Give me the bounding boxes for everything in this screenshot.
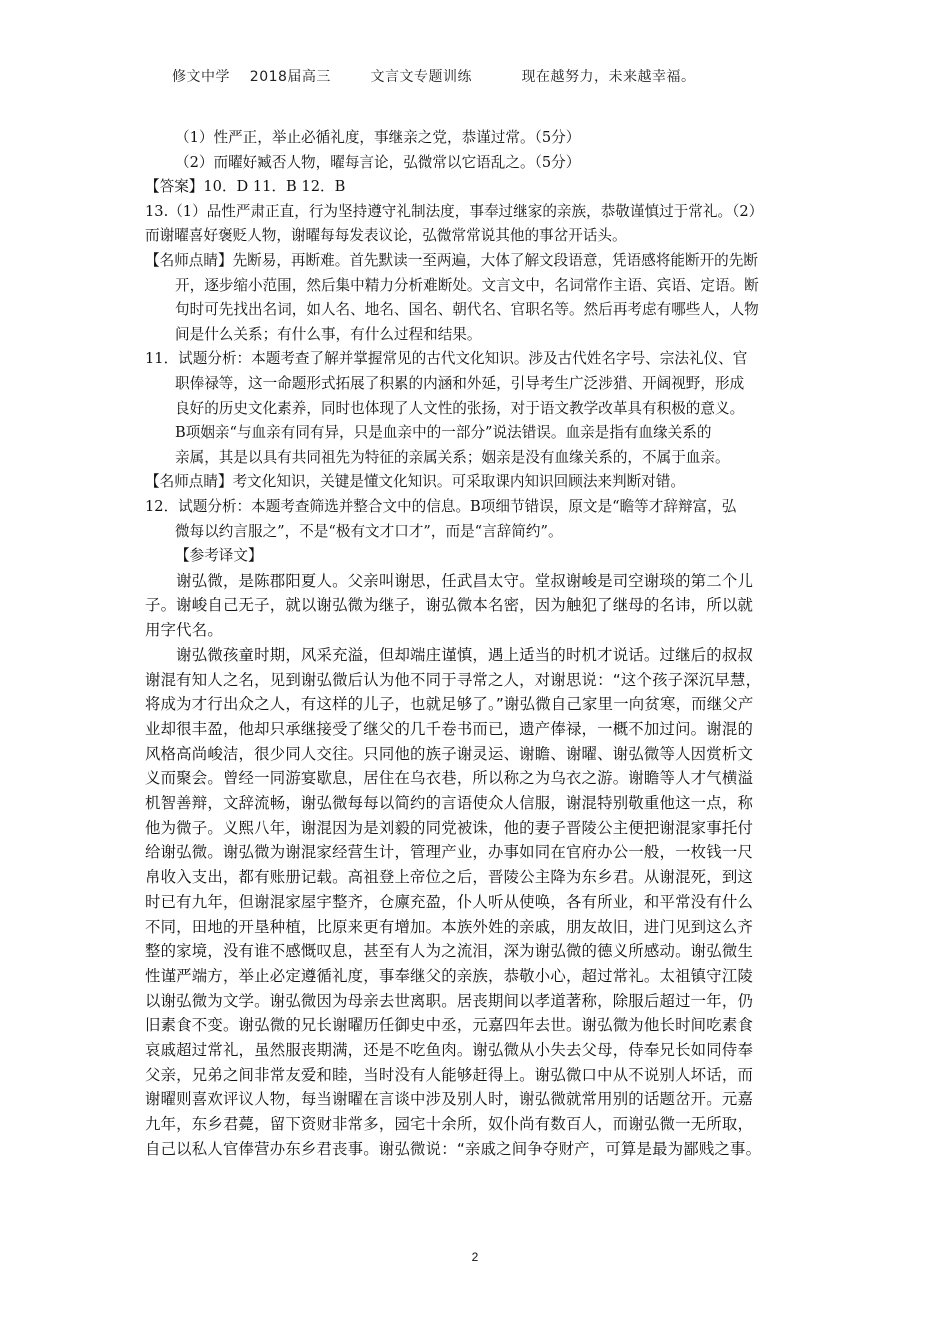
text-line: 间是什么关系；有什么事，有什么过程和结果。 xyxy=(175,325,482,343)
text-line: 微每以约言服之”，不是“极有文才口才”，而是“言辞简约”。 xyxy=(175,522,563,540)
text-line: 【名师点睛】先断易，再断难。首先默读一至两遍，大体了解文段语意，凭语感将能断开的先断 xyxy=(145,251,758,269)
text-line: 【名师点睛】考文化知识，关键是懂文化知识。可采取课内知识回顾法来判断对错。 xyxy=(145,473,685,491)
text-line: 良好的历史文化素养，同时也体现了人文性的张扬，对于语文教学改革具有积极的意义。 xyxy=(175,399,745,417)
translation-line: 九年，东乡君薨，留下资财非常多，园宅十余所，奴仆尚有数百人，而谢弘微一无所取， xyxy=(145,1115,754,1134)
text-line: 12．试题分析：本题考查筛选并整合文中的信息。B项细节错误，原文是“瞻等才辞辩富，弘 xyxy=(145,497,737,515)
text-line: 11．试题分析：本题考查了解并掌握常见的古代文化知识。涉及古代姓名字号、宗法礼仪、官 xyxy=(145,350,748,368)
translation-line: 给谢弘微。谢弘微为谢混家经营生计，管理产业，办事如同在官府办公一般，一枚钱一尺 xyxy=(145,843,754,862)
translation-line: 自己以私人官俸营办东乡君丧事。谢弘微说：“亲戚之间争夺财产，可算是最为鄙贱之事。 xyxy=(145,1139,762,1158)
translation-line: 风格高尚峻洁，很少同人交往。只同他的族子谢灵运、谢瞻、谢曜、谢弘微等人因赏析文 xyxy=(145,744,754,763)
text-line: 而谢曜喜好褒贬人物，谢曜每每发表议论，弘微常常说其他的事岔开话头。 xyxy=(145,227,627,245)
page-header: 修文中学 2018届高三 文言文专题训练 现在越努力，未来越幸福。 xyxy=(172,69,696,85)
translation-line: 子。谢峻自己无子，就以谢弘微为继子，谢弘微本名密，因为触犯了继母的名讳，所以就 xyxy=(145,596,754,615)
translation-line: 不同，田地的开垦种植，比原来更有增加。本族外姓的亲戚，朋友故旧，进门见到这么齐 xyxy=(145,917,754,936)
translation-line: 以谢弘微为文学。谢弘微因为母亲去世离职。居丧期间以孝道著称，除服后超过一年，仍 xyxy=(145,991,754,1010)
translation-line: 时已有九年，但谢混家屋宇整齐，仓廪充盈，仆人听从使唤，各有所业，和平常没有什么 xyxy=(145,892,754,911)
translation-line: 义而聚会。曾经一同游宴歇息，居住在乌衣巷，所以称之为乌衣之游。谢瞻等人才气横溢 xyxy=(145,769,754,788)
text-line: 【参考译文】 xyxy=(175,547,263,565)
translation-line: 整的家境，没有谁不感慨叹息，甚至有人为之流泪，深为谢弘微的德义所感动。谢弘微生 xyxy=(145,942,754,961)
translation-line: 用字代名。 xyxy=(145,621,223,640)
translation-line: 谢弘微，是陈郡阳夏人。父亲叫谢思，任武昌太守。堂叔谢峻是司空谢琰的第二个儿 xyxy=(145,571,754,590)
text-line: 句时可先找出名词，如人名、地名、国名、朝代名、官职名等。然后再考虑有哪些人，人物 xyxy=(175,301,759,319)
translation-line: 旧素食不变。谢弘微的兄长谢曜历任御史中丞，元嘉四年去世。谢弘微为他长时间吃素食 xyxy=(145,1016,754,1035)
answer-section xyxy=(145,126,825,569)
translation-line: 性谨严端方，举止必定遵循礼度，事奉继父的亲族，恭敬小心，超过常礼。太祖镇守江陵 xyxy=(145,966,754,985)
text-line: 开，逐步缩小范围，然后集中精力分析难断处。文言文中，名词常作主语、宾语、定语。断 xyxy=(175,276,759,294)
text-line: B项姻亲“与血亲有同有异，只是血亲中的一部分”说法错误。血亲是指有血缘关系的 xyxy=(175,424,712,442)
text-line: （1）性严正，举止必循礼度，事继亲之党，恭谨过常。（5分） xyxy=(175,129,581,146)
text-line: 【答案】10．D 11．B 12．B xyxy=(145,178,346,196)
document-body xyxy=(145,126,825,1162)
translation-line: 父亲，兄弟之间非常友爱和睦，当时没有人能够赶得上。谢弘微口中从不说别人坏话，而 xyxy=(145,1065,754,1084)
translation-section xyxy=(145,569,825,1162)
translation-line: 将成为才行出众之人，有这样的儿子，也就足够了。”谢弘微自己家里一向贫寒，而继父产 xyxy=(145,695,754,714)
translation-line: 机智善辩，文辞流畅，谢弘微每每以简约的言语使众人信服，谢混特别敬重他这一点，称 xyxy=(145,794,754,813)
page-number: 2 xyxy=(471,1250,479,1264)
translation-line: 他为微子。义熙八年，谢混因为是刘毅的同党被诛，他的妻子晋陵公主便把谢混家事托付 xyxy=(145,818,754,837)
translation-line: 业却很丰盈，他却只承继接受了继父的几千卷书而已，遗产俸禄，一概不加过问。谢混的 xyxy=(145,719,754,738)
text-line: 13.（1）品性严肃正直，行为坚持遵守礼制法度，事奉过继家的亲族，恭敬谨慎过于常礼。（2） xyxy=(145,202,764,220)
text-line: 职俸禄等，这一命题形式拓展了积累的内涵和外延，引导考生广泛涉猎、开阔视野，形成 xyxy=(175,374,745,392)
text-line: 亲属，其是以具有共同祖先为特征的亲属关系；姻亲是没有血缘关系的，不属于血亲。 xyxy=(175,448,730,466)
translation-line: 谢曜则喜欢评议人物，每当谢曜在言谈中涉及别人时，谢弘微就常用别的话题岔开。元嘉 xyxy=(145,1090,754,1109)
translation-line: 帛收入支出，都有账册记载。高祖登上帝位之后，晋陵公主降为东乡君。从谢混死，到这 xyxy=(145,868,754,887)
translation-line: 哀戚超过常礼，虽然服丧期满，还是不吃鱼肉。谢弘微从小失去父母，侍奉兄长如同侍奉 xyxy=(145,1041,754,1060)
text-line: （2）而曜好臧否人物，曜每言论，弘微常以它语乱之。（5分） xyxy=(175,153,581,171)
translation-line: 谢弘微孩童时期，风采充溢，但却端庄谨慎，遇上适当的时机才说话。过继后的叔叔 xyxy=(145,645,754,664)
translation-line: 谢混有知人之名，见到谢弘微后认为他不同于寻常之人，对谢思说：“这个孩子深沉早慧， xyxy=(145,670,762,689)
